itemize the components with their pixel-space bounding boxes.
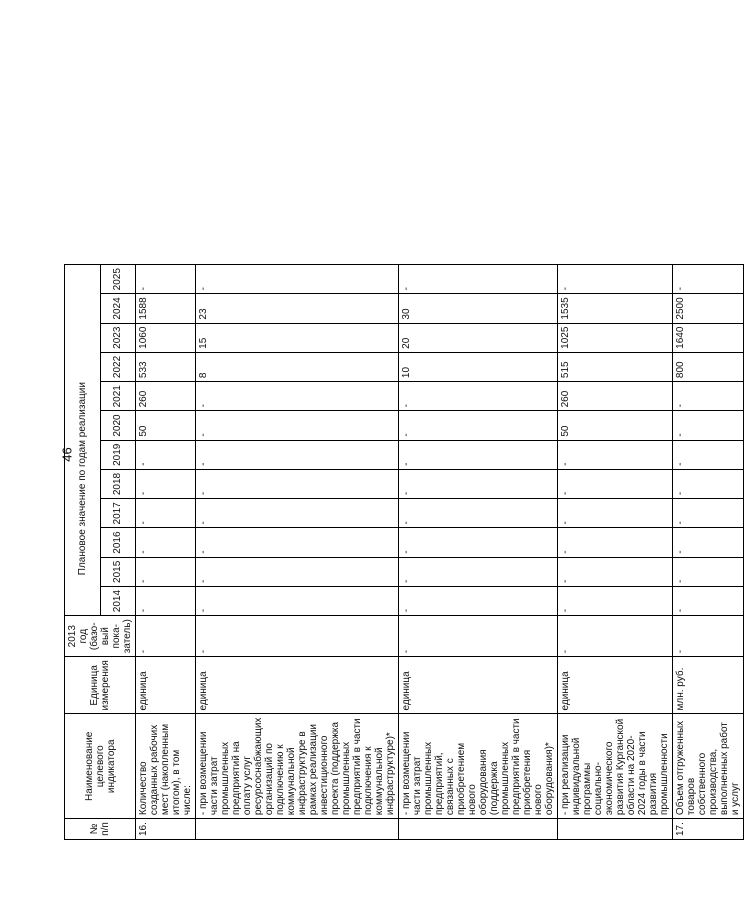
cell-value: - [673,528,744,557]
cell-base: - [136,616,196,657]
cell-unit: единица [558,657,673,714]
header-year: 2023 [100,323,136,352]
rotated-table-sheet [64,264,744,840]
cell-value: - [196,382,399,411]
cell-value: - [399,499,558,528]
cell-value: - [136,265,196,294]
cell-value: - [673,499,744,528]
header-num: № п/п [65,819,136,840]
cell-num: 17. [673,819,744,840]
cell-value: - [196,411,399,440]
cell-value: - [136,586,196,615]
cell-value: - [558,265,673,294]
cell-base: - [399,616,558,657]
header-year: 2022 [100,352,136,381]
cell-unit: единица [399,657,558,714]
cell-value: 2500 [673,294,744,323]
header-base: 2013 год (базо-вый пока-затель) [65,616,136,657]
cell-value: - [399,586,558,615]
cell-num [399,819,558,840]
cell-unit: единица [196,657,399,714]
table-row [399,265,558,840]
cell-value: - [558,499,673,528]
cell-value: - [136,499,196,528]
cell-value: - [399,440,558,469]
header-year: 2017 [100,499,136,528]
table-row [558,265,673,840]
cell-value: 260 [558,382,673,411]
cell-value: - [399,557,558,586]
cell-value: 1025 [558,323,673,352]
cell-value: - [399,469,558,498]
table-row [136,265,196,840]
cell-value: - [558,557,673,586]
cell-value: 260 [136,382,196,411]
cell-num: 16. [136,819,196,840]
header-year: 2018 [100,469,136,498]
cell-name: Объем отгруженных товаров собственного производства, выполненных работ и услуг [673,714,744,819]
cell-value: - [673,265,744,294]
table-row [673,265,744,840]
cell-value: - [196,499,399,528]
cell-base: - [196,616,399,657]
page-number: 46 [59,447,75,462]
cell-num [196,819,399,840]
header-year: 2015 [100,557,136,586]
cell-value: 10 [399,352,558,381]
cell-value: - [136,469,196,498]
header-year: 2014 [100,586,136,615]
header-name: Наименование целевого индикатора [65,714,136,819]
cell-value: 30 [399,294,558,323]
cell-value: - [399,382,558,411]
cell-value: - [399,265,558,294]
cell-value: 1640 [673,323,744,352]
header-year: 2016 [100,528,136,557]
header-unit: Единица измерения [65,657,136,714]
cell-base: - [673,616,744,657]
cell-name: - при возмещении части затрат промышленных предприятий, связанных с приобретением нового оборудования (поддержка промышленных предприятий в части приобретения нового оборудования)* [399,714,558,819]
table-body [136,265,744,840]
cell-unit: единица [136,657,196,714]
header-year: 2025 [100,265,136,294]
cell-value: 533 [136,352,196,381]
cell-value: - [399,528,558,557]
cell-value: 515 [558,352,673,381]
cell-base: - [558,616,673,657]
cell-name: - при возмещении части затрат промышленных предприятий на оплату услуг ресурсоснабжающих организаций по подключению к коммунальной инфраструктуре в рамках реализации инвестиционного проекта (поддержка промышленных предприятий в части подключения к коммунальной инфраструктуре)* [196,714,399,819]
header-row-1 [65,265,101,840]
header-year: 2019 [100,440,136,469]
cell-value: 1535 [558,294,673,323]
cell-unit: млн. руб. [673,657,744,714]
table-row [196,265,399,840]
cell-value: 23 [196,294,399,323]
cell-value: - [196,440,399,469]
cell-value: 50 [558,411,673,440]
header-plan: Плановое значение по годам реализации [65,265,101,616]
cell-value: - [673,440,744,469]
cell-num [558,819,673,840]
cell-value: - [196,469,399,498]
header-year: 2021 [100,382,136,411]
cell-value: - [673,586,744,615]
cell-value: - [673,469,744,498]
cell-value: - [136,440,196,469]
cell-value: 15 [196,323,399,352]
header-year: 2024 [100,294,136,323]
cell-value: - [196,586,399,615]
indicators-table [64,264,744,840]
cell-name: - при реализации индивидуальной программы социально-экономического развития Курганской области на 2020- 2024 годы в части развития промышленности [558,714,673,819]
cell-value: - [673,557,744,586]
cell-value: - [196,528,399,557]
cell-value: - [196,557,399,586]
cell-value: - [136,528,196,557]
cell-value: - [136,557,196,586]
cell-value: 800 [673,352,744,381]
cell-value: - [673,411,744,440]
cell-value: 8 [196,352,399,381]
cell-value: - [558,528,673,557]
cell-value: 1060 [136,323,196,352]
cell-value: 20 [399,323,558,352]
header-year: 2020 [100,411,136,440]
cell-value: 50 [136,411,196,440]
cell-value: - [399,411,558,440]
cell-value: 1588 [136,294,196,323]
cell-value: - [558,440,673,469]
cell-name: Количество созданных рабочих мест (накопленным итогом), в том числе: [136,714,196,819]
cell-value: - [558,469,673,498]
cell-value: - [558,586,673,615]
cell-value: - [196,265,399,294]
cell-value: - [673,382,744,411]
